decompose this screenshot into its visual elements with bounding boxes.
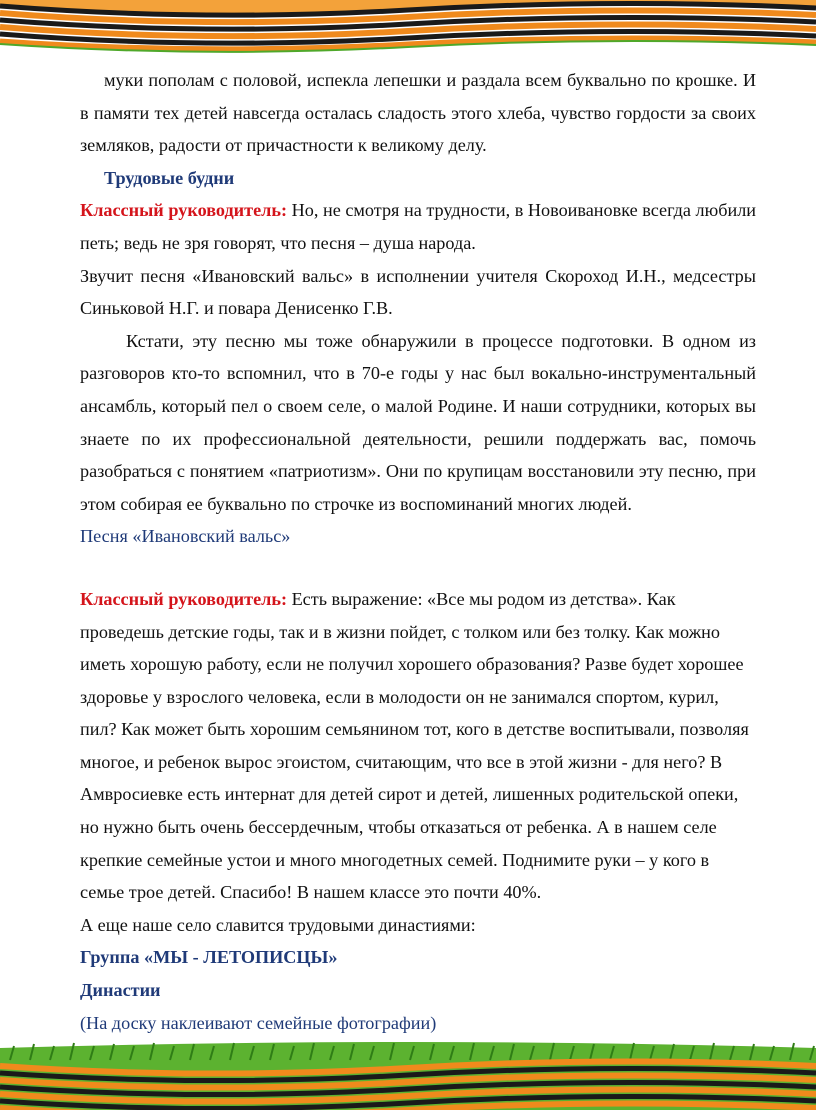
speaker-text: Но, не смотря на трудности, в Новоивановке всегда любили петь; ведь не зря говорят, что песня – душа народа.: [80, 200, 757, 253]
dynasties-title: Династии: [80, 980, 161, 1001]
group-title: Группа «МЫ - ЛЕТОПИСЦЫ»: [80, 947, 338, 968]
ribbon-border-bottom: [0, 1040, 816, 1110]
paragraph-dynasties-intro: А еще наше село славится трудовыми династиями:: [80, 914, 476, 935]
ribbon-border-top: [0, 0, 816, 60]
paragraph-song-history: Кстати, эту песню мы тоже обнаружили в процессе подготовки. В одном из разговоров кто-то вспомнил, что в 70-е годы у нас был вокально-инструментальный ансамбль, который пел о своем селе, о малой Родине. И наши сотрудники, которых вы знаете по их профессиональной деятельности, решили поддержать вас, помочь разобраться с понятием «патриотизм». Они по крупицам восстановили эту песню, при этом собирая ее буквально по строчке из воспоминаний многих людей.: [80, 330, 756, 514]
paragraph-teacher-song: [80, 194, 756, 259]
photos-note: (На доску наклеивают семейные фотографии): [80, 1012, 437, 1033]
speaker-label: Классный руководитель:: [80, 200, 288, 221]
song-title: Песня «Ивановский вальс»: [80, 526, 291, 547]
paragraph-bread-memory: муки пополам с половой, испекла лепешки и раздала всем буквально по крошке. И в памяти тех детей навсегда осталась сладость этого хлеба, чувство гордости за своих земляков, радости от причастности к великому делу.: [80, 70, 756, 156]
st-george-ribbon-top: [0, 0, 816, 60]
paragraph-childhood: [80, 583, 756, 909]
speaker-text: Есть выражение: «Все мы родом из детства». Как проведешь детские годы, так и в жизни пойдет, с толком или без толку. Как можно иметь хорошую работу, если не получил хорошего образования? Разве будет хорошее здоровье у взрослого человека, если в молодости он не занимался спортом, курил, пил? Как может быть хорошим семьянином тот, кого в детстве воспитывали, позволяя многое, и ребенок вырос эгоистом, считающим, что все в этой жизни - для него? В Амвросиевке есть интернат для детей сирот и детей, лишенных родительской опеки, но нужно быть очень бессердечным, чтобы отказаться от ребенка. А в нашем селе крепкие семейные устои и много многодетных семей. Поднимите руки – у кого в семье трое детей. Спасибо! В нашем классе это почти 40%.: [80, 588, 749, 903]
speaker-label: Классный руководитель:: [80, 588, 288, 609]
st-george-ribbon-bottom: [0, 1040, 816, 1110]
heading-labor-days: Трудовые будни: [104, 167, 235, 188]
paragraph-song-performers: Звучит песня «Ивановский вальс» в исполнении учителя Скороход И.Н., медсестры Синьковой Н.Г. и повара Денисенко Г.В.: [80, 265, 756, 319]
document-body: [80, 64, 756, 1039]
spacer: [80, 553, 756, 583]
